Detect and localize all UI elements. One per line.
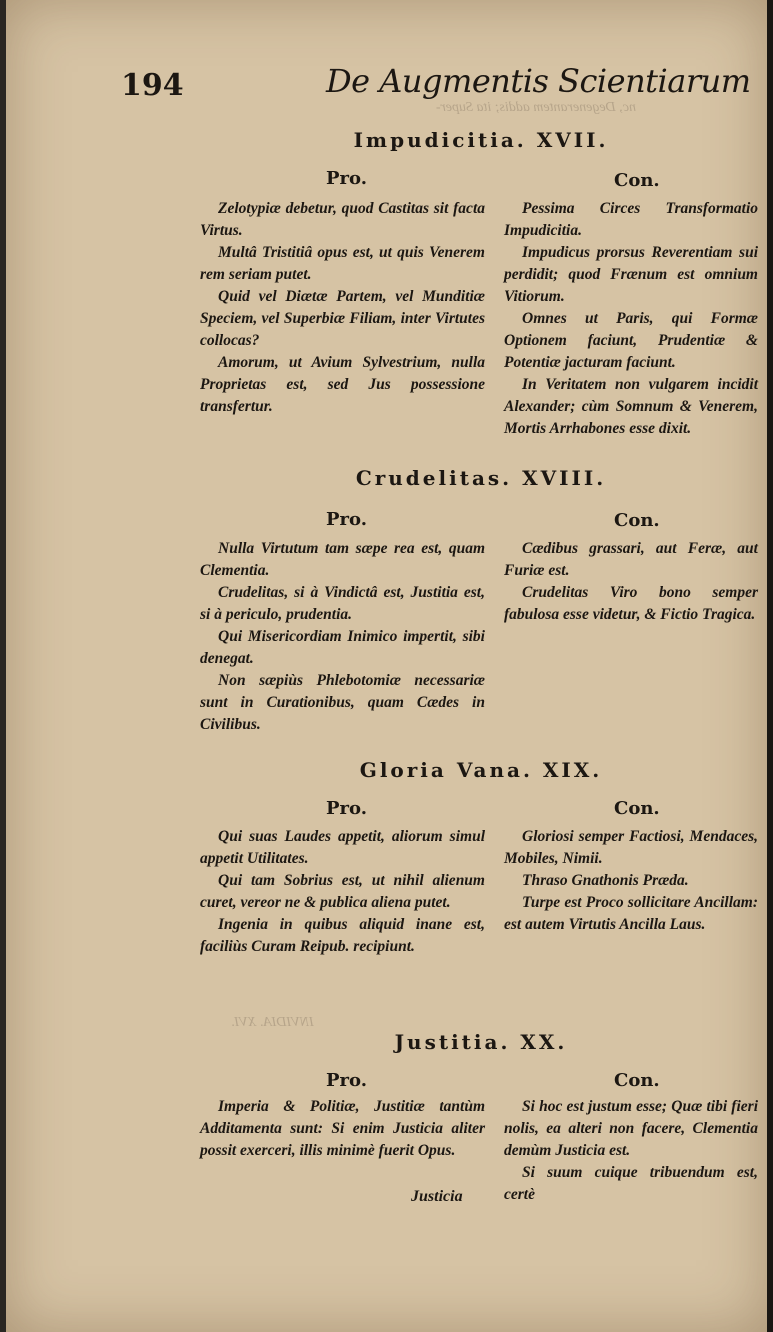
page-number: 194 — [121, 68, 184, 103]
con-argument: In Veritatem non vulgarem incidit Alexander; cùm Somnum & Venerem, Mortis Arrhabones esse dixit. — [504, 376, 758, 437]
con-argument: Si suum cuique tribuendum est, certè — [504, 1164, 758, 1203]
con-argument: Gloriosi semper Factiosi, Mendaces, Mobiles, Nimii. — [504, 828, 758, 867]
con-heading: Con. — [614, 798, 660, 819]
con-column — [504, 198, 758, 440]
section-title: Gloria Vana. XIX. — [359, 758, 603, 782]
con-heading: Con. — [614, 170, 660, 191]
pro-column — [200, 198, 485, 418]
pro-argument: Imperia & Politiæ, Justitiæ tantùm Additamenta sunt: Si enim Justicia aliter possit exerceri, illis minimè fuerit Opus. — [200, 1098, 485, 1159]
con-argument: Cædibus grassari, aut Feræ, aut Furiæ est. — [504, 540, 758, 579]
pro-heading: Pro. — [326, 168, 367, 189]
running-title: De Augmentis Scientiarum — [326, 62, 751, 100]
con-argument: Omnes ut Paris, qui Formæ Optionem faciunt, Prudentiæ & Potentiæ jacturam faciunt. — [504, 310, 758, 371]
con-argument: Si hoc est justum esse; Quæ tibi fieri nolis, ea alteri non facere, Clementia demùm Justicia est. — [504, 1098, 758, 1159]
con-argument: Impudicus prorsus Reverentiam sui perdidit; quod Frænum est omnium Vitiorum. — [504, 244, 758, 305]
section-title: Impudicitia. XVII. — [353, 128, 609, 152]
pro-argument: Qui suas Laudes appetit, aliorum simul appetit Utilitates. — [200, 828, 485, 867]
con-argument: Turpe est Proco sollicitare Ancillam: est autem Virtutis Ancilla Laus. — [504, 894, 758, 933]
pro-argument: Crudelitas, si à Vindictâ est, Justitia est, si à periculo, prudentia. — [200, 584, 485, 623]
pro-heading: Pro. — [326, 1070, 367, 1091]
section-title: Justitia. XX. — [394, 1030, 568, 1054]
catchword: Justicia — [411, 1188, 463, 1205]
show-through-heading: INVIDIA. XVI. — [231, 1015, 314, 1030]
pro-argument: Non sæpiùs Phlebotomiæ necessariæ sunt in Curationibus, quam Cædes in Civilibus. — [200, 672, 485, 733]
section-title: Crudelitas. XVIII. — [355, 466, 607, 490]
page-header — [121, 62, 761, 112]
book-edge — [767, 0, 773, 1332]
show-through-text: nc, Degenerantem addis; ita Super- — [436, 100, 636, 115]
pro-argument: Qui Misericordiam Inimico impertit, sibi denegat. — [200, 628, 485, 667]
con-column — [504, 1096, 758, 1206]
pro-argument: Multâ Tristitiâ opus est, ut quis Venerem rem seriam putet. — [200, 244, 485, 283]
pro-argument: Zelotypiæ debetur, quod Castitas sit facta Virtus. — [200, 200, 485, 239]
pro-heading: Pro. — [326, 798, 367, 819]
pro-argument: Qui tam Sobrius est, ut nihil alienum curet, vereor ne & publica aliena putet. — [200, 872, 485, 911]
pro-column — [200, 1096, 485, 1162]
pro-argument: Ingenia in quibus aliquid inane est, faciliùs Curam Reipub. recipiunt. — [200, 916, 485, 955]
pro-argument: Nulla Virtutum tam sæpe rea est, quam Clementia. — [200, 540, 485, 579]
con-argument: Pessima Circes Transformatio Impudicitia. — [504, 200, 758, 239]
con-column — [504, 826, 758, 936]
pro-argument: Amorum, ut Avium Sylvestrium, nulla Proprietas est, sed Jus possessione transfertur. — [200, 354, 485, 415]
pro-column — [200, 826, 485, 958]
pro-column — [200, 538, 485, 736]
con-heading: Con. — [614, 1070, 660, 1091]
con-argument: Thraso Gnathonis Præda. — [522, 872, 689, 889]
con-column — [504, 538, 758, 626]
pro-argument: Quid vel Diætæ Partem, vel Munditiæ Speciem, vel Superbiæ Filiam, inter Virtutes collocas? — [200, 288, 485, 349]
pro-heading: Pro. — [326, 509, 367, 530]
con-argument: Crudelitas Viro bono semper fabulosa esse videtur, & Fictio Tragica. — [504, 584, 758, 623]
book-page — [6, 0, 768, 1332]
con-heading: Con. — [614, 510, 660, 531]
